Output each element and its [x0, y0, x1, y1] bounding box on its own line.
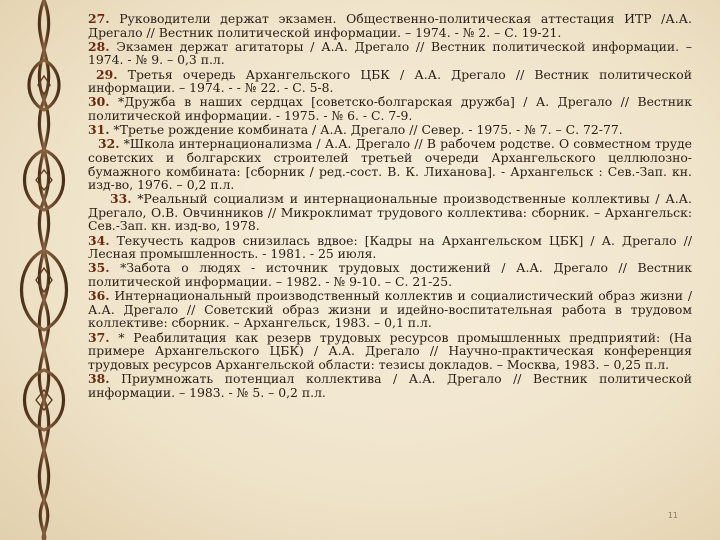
entry-text: *Забота о людях - источник трудовых достижений / А.А. Дрегало // Вестник политической информации. – 1982. - № 9-10. – С. 21-25.: [88, 260, 692, 290]
page-number: 11: [667, 511, 678, 520]
entry-number: 34.: [88, 232, 110, 248]
entry-text: Третья очередь Архангельского ЦБК / А.А. Дрегало // Вестник политической информации. – 1974. - - № 22. - С. 5-8.: [88, 66, 692, 96]
entry-number: 29.: [96, 66, 118, 82]
entry-number: 32.: [98, 136, 120, 152]
entry-number: 36.: [88, 288, 110, 304]
entry-number: 35.: [88, 260, 110, 276]
list-item: [88, 261, 692, 288]
list-item: [88, 192, 692, 233]
list-item: [88, 40, 692, 67]
list-item: [88, 137, 692, 191]
list-item: [88, 95, 692, 122]
list-item: [88, 372, 692, 399]
list-item: [88, 123, 692, 137]
entry-number: 37.: [88, 329, 110, 345]
list-item: [88, 234, 692, 261]
entry-number: 27.: [88, 11, 110, 26]
entry-text: Руководители держат экзамен. Общественно-политическая аттестация ИТР /А.А. Дрегало // Вестник политической информации. – 1974. - № 2. – С. 19-21.: [88, 11, 692, 40]
list-item: [88, 68, 692, 95]
entry-text: *Дружба в наших сердцах [советско-болгарская дружба] / А. Дрегало // Вестник политической информации. - 1975. - № 6. - С. 7-9.: [88, 94, 692, 123]
entry-number: 28.: [88, 38, 110, 54]
entry-text: Интернациональный производственный коллектив и социалистический образ жизни / А.А. Дрегало // Советский образ жизни и идейно-воспитательная работа в трудовом коллективе: сборник. – Архангельск, 1983. – 0,1 п.л.: [88, 288, 692, 331]
entry-text: *Школа интернационализма / А.А. Дрегало // В рабочем родстве. О совместном труде советских и болгарских строителей третьей очереди Архангельского целлюлозно-бумажного комбината: [сборник / ред.-сост. В. К. Лиханова]. - Архангельск : Сев.-Зап. кн. изд-во, 1976. – 0,2 п.л.: [88, 136, 692, 193]
entry-text: Текучесть кадров снизилась вдвое: [Кадры на Архангельском ЦБК] / А. Дрегало // Лесная промышленность. - 1981. - 25 июля.: [88, 232, 692, 262]
entry-text: *Реальный социализм и интернациональные производственные коллективы / А.А. Дрегало, О.В. Овчинников // Микроклимат трудового коллектива: сборник. – Архангельск: Сев.-Зап. кн. изд-во, 1978.: [88, 191, 692, 234]
list-item: [88, 289, 692, 330]
entry-text: * Реабилитация как резерв трудовых ресурсов промышленных предприятий: (На примере Архангельского ЦБК) / А.А. Дрегало // Научно-практическая конференция трудовых ресурсов Архангельской области: тезисы докладов. – Москва, 1983. – 0,25 п.л.: [88, 329, 692, 372]
list-item: [88, 331, 692, 372]
celtic-knot-border-icon: [8, 0, 80, 540]
entry-text: Экзамен держат агитаторы / А.А. Дрегало // Вестник политической информации. – 1974. - № 9. – 0,3 п.л.: [88, 38, 692, 68]
list-item: [88, 12, 692, 39]
entry-number: 31.: [88, 122, 110, 138]
entry-number: 38.: [88, 370, 110, 386]
bibliography-list: [88, 12, 692, 400]
entry-number: 33.: [110, 191, 132, 207]
entry-text: *Третье рождение комбината / А.А. Дрегало // Север. - 1975. - № 7. – С. 72-77.: [109, 122, 623, 138]
entry-number: 30.: [88, 94, 110, 110]
entry-text: Приумножать потенциал коллектива / А.А. Дрегало // Вестник политической информации. – 1983. - № 5. – 0,2 п.л.: [88, 370, 692, 400]
